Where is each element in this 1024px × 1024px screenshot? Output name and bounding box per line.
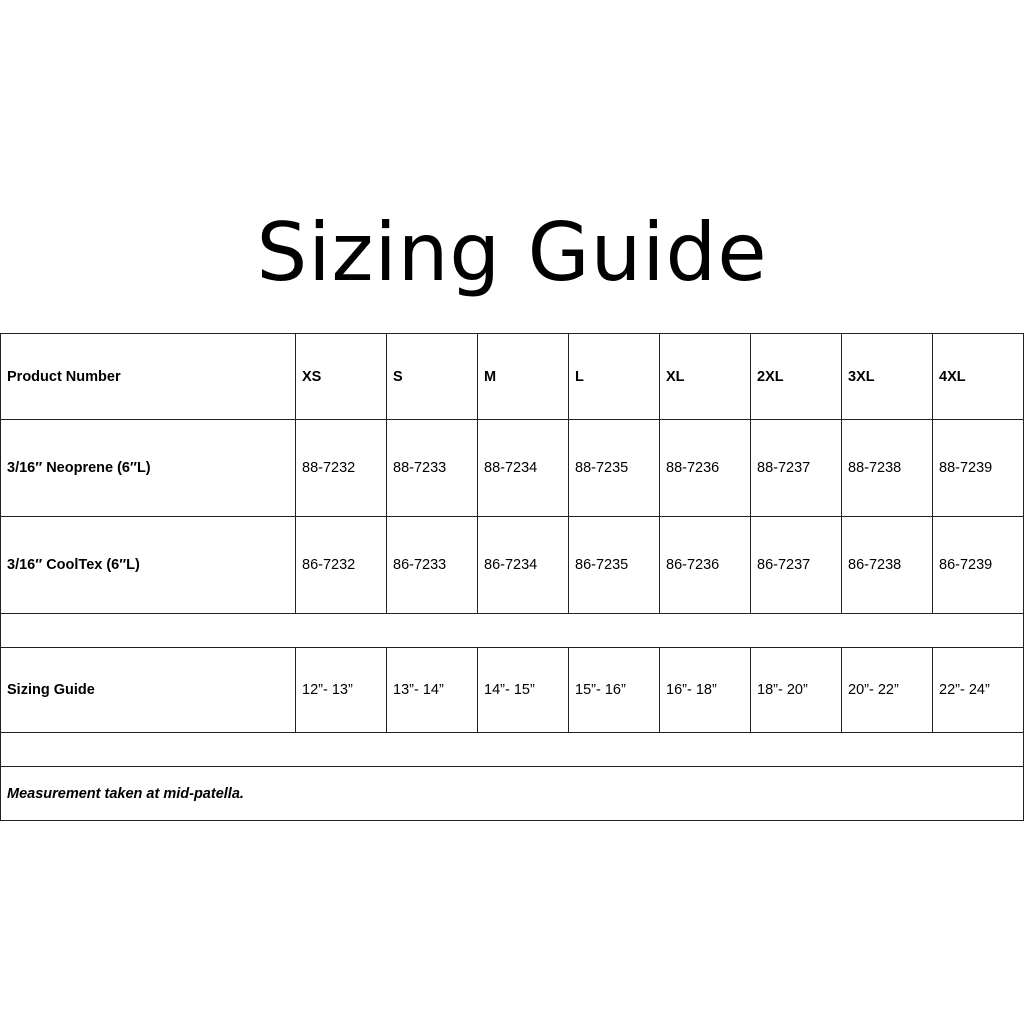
table-cell: M: [478, 334, 569, 420]
table-cell: 86-7234: [478, 517, 569, 614]
table-cell: 86-7237: [751, 517, 842, 614]
table-cell: 88-7232: [296, 420, 387, 517]
table-cell: 86-7232: [296, 517, 387, 614]
spacer-cell: [1, 614, 1024, 648]
table-cell: 16”- 18”: [660, 648, 751, 733]
table-cell: 88-7234: [478, 420, 569, 517]
table-cell: 88-7238: [842, 420, 933, 517]
spacer-cell: [1, 733, 1024, 767]
note-row: [1, 767, 1024, 821]
table-cell: 12”- 13”: [296, 648, 387, 733]
table-cell: 4XL: [933, 334, 1024, 420]
table-cell: 88-7236: [660, 420, 751, 517]
table-cell: L: [569, 334, 660, 420]
table-cell: 88-7239: [933, 420, 1024, 517]
row-label: Sizing Guide: [1, 648, 296, 733]
table-cell: 18”- 20”: [751, 648, 842, 733]
row-label: 3/16″ Neoprene (6″L): [1, 420, 296, 517]
row-label: Product Number: [1, 334, 296, 420]
table-cell: 86-7239: [933, 517, 1024, 614]
spacer-row: [1, 733, 1024, 767]
table-cell: 88-7233: [387, 420, 478, 517]
table-cell: XL: [660, 334, 751, 420]
table-cell: 20”- 22”: [842, 648, 933, 733]
table-row: [1, 420, 1024, 517]
table-cell: S: [387, 334, 478, 420]
sizing-row: [1, 648, 1024, 733]
table-cell: 86-7236: [660, 517, 751, 614]
table-cell: 88-7237: [751, 420, 842, 517]
table-cell: 15”- 16”: [569, 648, 660, 733]
table-cell: 2XL: [751, 334, 842, 420]
row-label: 3/16″ CoolTex (6″L): [1, 517, 296, 614]
table-cell: 86-7233: [387, 517, 478, 614]
table-cell: 86-7235: [569, 517, 660, 614]
table-cell: 22”- 24”: [933, 648, 1024, 733]
sizing-table: [0, 333, 1024, 821]
table-cell: 3XL: [842, 334, 933, 420]
measurement-note: Measurement taken at mid-patella.: [1, 767, 1024, 821]
page-title: Sizing Guide: [256, 206, 768, 299]
table-cell: 14”- 15”: [478, 648, 569, 733]
table-cell: 13”- 14”: [387, 648, 478, 733]
table-cell: 86-7238: [842, 517, 933, 614]
table-row: [1, 517, 1024, 614]
spacer-row: [1, 614, 1024, 648]
table-cell: 88-7235: [569, 420, 660, 517]
table-cell: XS: [296, 334, 387, 420]
header-row: [1, 334, 1024, 420]
